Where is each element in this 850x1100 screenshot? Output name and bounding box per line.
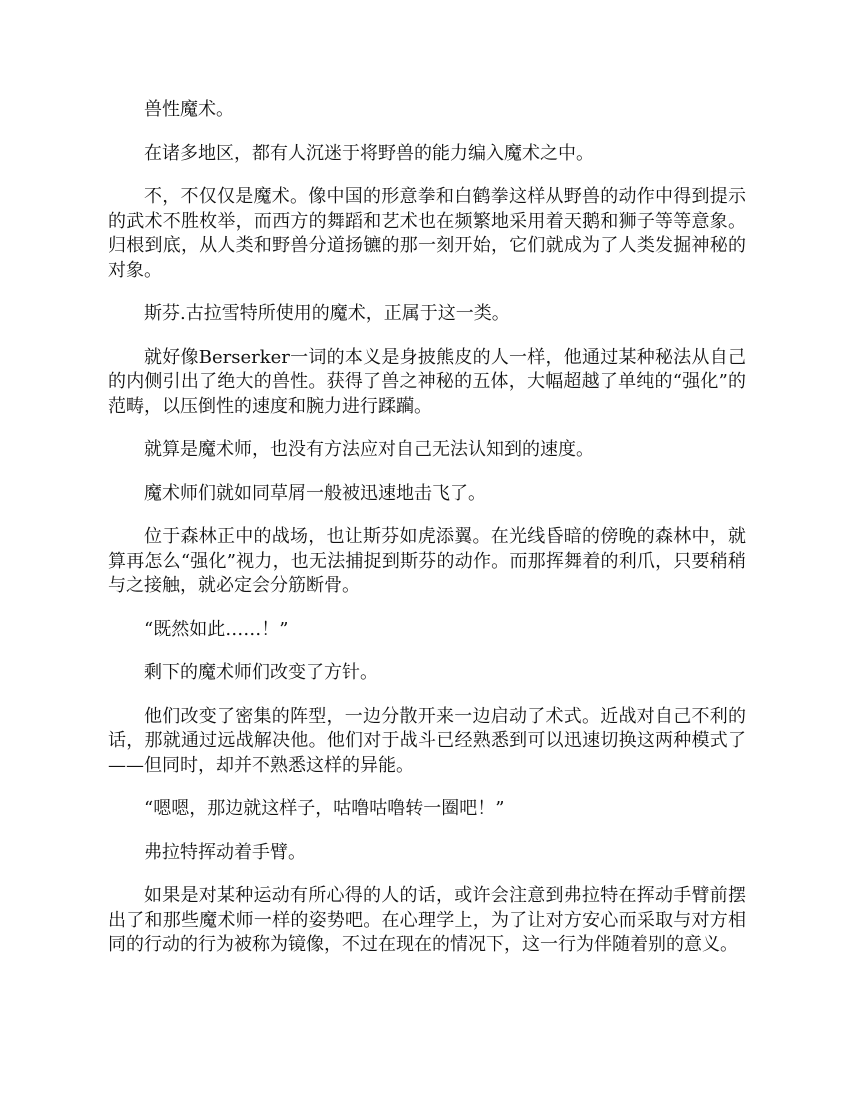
paragraph: 位于森林正中的战场，也让斯芬如虎添翼。在光线昏暗的傍晚的森林中，就算再怎么“强化”视力，也无法捕捉到斯芬的动作。而那挥舞着的利爪，只要稍稍与之接触，就必定会分筋断骨。 <box>108 526 746 596</box>
paragraph: “嗯嗯，那边就这样子，咕噜咕噜转一圈吧！” <box>144 798 505 819</box>
paragraph: 他们改变了密集的阵型，一边分散开来一边启动了术式。近战对自己不利的话，那就通过远战解决他。他们对于战斗已经熟悉到可以迅速切换这两种模式了——但同时，却并不熟悉这样的异能。 <box>108 705 746 776</box>
paragraph: 魔术师们就如同草屑一般被迅速地击飞了。 <box>144 482 486 504</box>
paragraph: “既然如此……！” <box>144 618 289 640</box>
paragraph: 不，不仅仅是魔术。像中国的形意拳和白鹤拳这样从野兽的动作中得到提示的武术不胜枚举，而西方的舞蹈和艺术也在频繁地采用着天鹅和狮子等等意象。归根到底，从人类和野兽分道扬镳的那一刻开始，它们就成为了人类发掘神秘的对象。 <box>108 186 746 281</box>
paragraph: 如果是对某种运动有所心得的人的话，或许会注意到弗拉特在挥动手臂前摆出了和那些魔术师一样的姿势吧。在心理学上，为了让对方安心而采取与对方相同的行动的行为被称为镜像，不过在现在的情况下，这一行为伴随着别的意义。 <box>108 885 746 955</box>
paragraph: 弗拉特挥动着手臂。 <box>144 841 306 863</box>
paragraph: 剩下的魔术师们改变了方针。 <box>144 662 378 683</box>
paragraph: 就好像Berserker一词的本义是身披熊皮的人一样，他通过某种秘法从自己的内侧引出了绝大的兽性。获得了兽之神秘的五体，大幅超越了单纯的“强化”的范畴，以压倒性的速度和腕力进行蹂躏。 <box>108 346 746 417</box>
paragraph: 在诸多地区，都有人沉迷于将野兽的能力编入魔术之中。 <box>144 142 594 164</box>
paragraph: 斯芬.古拉雪特所使用的魔术，正属于这一类。 <box>144 303 510 324</box>
document-page <box>108 98 746 977</box>
paragraph: 就算是魔术师，也没有方法应对自己无法认知到的速度。 <box>144 439 594 460</box>
paragraph: 兽性魔术。 <box>144 99 234 120</box>
